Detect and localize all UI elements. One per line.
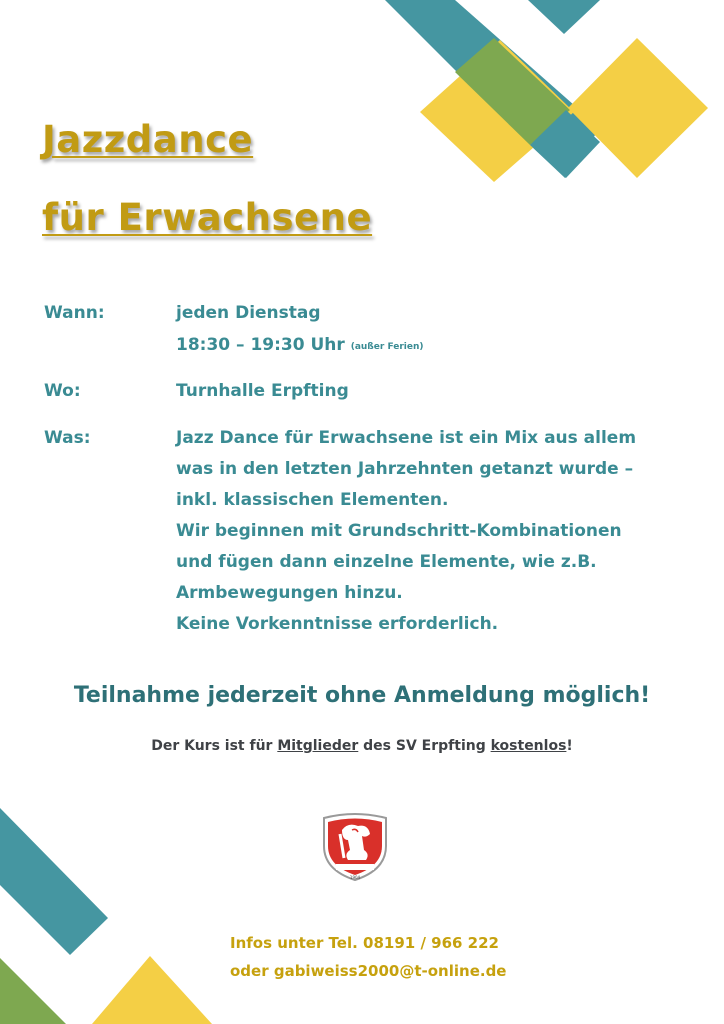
yellow-triangle-bottom	[92, 956, 212, 1024]
teal-triangle-top	[528, 0, 600, 34]
crest-year: 1904	[349, 875, 361, 880]
wo-value: Turnhalle Erpfting	[176, 381, 349, 401]
wann-time-row	[176, 335, 423, 355]
wann-label: Wann:	[44, 303, 105, 323]
kurs-prefix: Der Kurs ist für	[151, 738, 278, 754]
wann-time: 18:30 – 19:30 Uhr	[176, 335, 345, 355]
kurs-kostenlos: kostenlos	[490, 738, 567, 754]
wann-day: jeden Dienstag	[176, 303, 321, 323]
was-label: Was:	[44, 428, 91, 448]
wo-label: Wo:	[44, 381, 81, 401]
title-line-2: für Erwachsene	[42, 196, 373, 239]
kurs-middle: des SV Erpfting	[358, 738, 491, 754]
was-line-5: und fügen dann einzelne Elemente, wie z.B.	[176, 552, 597, 572]
was-line-7: Keine Vorkenntnisse erforderlich.	[176, 614, 499, 634]
contact-phone: Infos unter Tel. 08191 / 966 222	[230, 934, 499, 952]
yellow-diamond-right	[568, 38, 708, 178]
kurs-note	[0, 738, 724, 754]
kurs-suffix: !	[566, 738, 573, 754]
teal-band-bottom	[0, 808, 108, 955]
was-line-2: was in den letzten Jahrzehnten getanzt wurde –	[176, 459, 634, 479]
was-line-4: Wir beginnen mit Grundschritt-Kombinationen	[176, 521, 622, 541]
wann-note: (außer Ferien)	[350, 342, 424, 352]
green-diamond	[455, 38, 570, 145]
contact-email[interactable]: oder gabiweiss2000@t-online.de	[230, 962, 507, 980]
was-line-3: inkl. klassischen Elementen.	[176, 490, 449, 510]
yellow-diamond-left	[420, 40, 574, 182]
kurs-mitglieder: Mitglieder	[277, 738, 359, 754]
teal-band-top	[385, 0, 600, 178]
was-line-1: Jazz Dance für Erwachsene ist ein Mix aus allem	[176, 428, 637, 448]
teal-diamond-middle	[530, 110, 600, 178]
title-line-1: Jazzdance	[42, 118, 254, 161]
coat-of-arms-lion-icon	[318, 810, 392, 882]
green-triangle-bottom	[0, 958, 66, 1024]
was-line-6: Armbewegungen hinzu.	[176, 583, 403, 603]
headline: Teilnahme jederzeit ohne Anmeldung möglich!	[73, 683, 651, 708]
